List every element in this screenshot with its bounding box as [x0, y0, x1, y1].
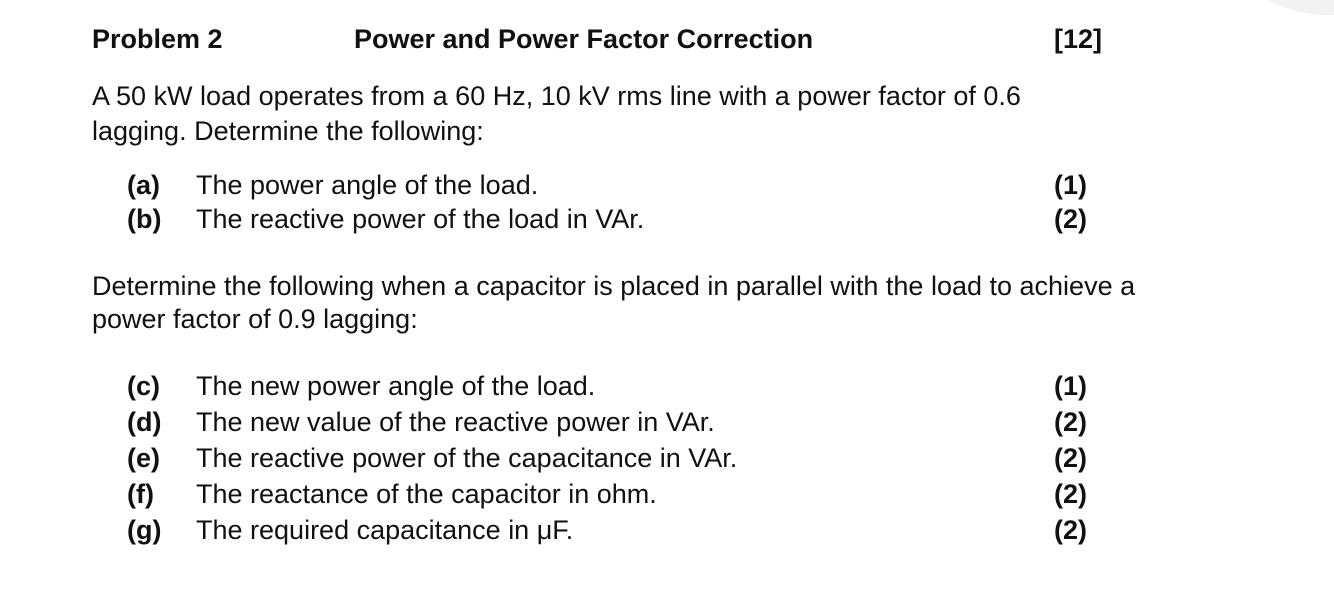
question-label: (a): [127, 170, 160, 200]
question-text: The reactance of the capacitor in ohm.: [196, 479, 657, 509]
problem-statement: A 50 kW load operates from a 60 Hz, 10 kV rms line with a power factor of 0.6 lagging. Determine the following:: [92, 81, 1021, 146]
question-label: (c): [127, 371, 160, 401]
question-marks: (1): [1054, 371, 1087, 401]
capacitor-statement: Determine the following when a capacitor is placed in parallel with the load to achieve a power factor of 0.9 lagging:: [92, 271, 1136, 334]
total-marks: [12]: [1053, 24, 1102, 54]
question-marks: (2): [1054, 443, 1087, 473]
question-item: [127, 407, 1087, 443]
problem-title: Power and Power Factor Correction: [354, 24, 814, 54]
question-item: [127, 170, 1087, 204]
question-item: [127, 515, 1087, 551]
question-text: The power angle of the load.: [196, 170, 539, 200]
problem-number: Problem 2: [92, 24, 223, 54]
question-text: The new power angle of the load.: [196, 371, 596, 401]
question-list-second: [127, 371, 1087, 551]
question-marks: (2): [1054, 204, 1087, 234]
question-item: [127, 443, 1087, 479]
problem-header: [92, 24, 1102, 58]
question-label: (g): [127, 515, 162, 545]
question-marks: (1): [1054, 170, 1087, 200]
question-label: (e): [127, 443, 160, 473]
question-item: [127, 204, 1087, 238]
question-label: (f): [127, 479, 154, 509]
question-text: The reactive power of the load in VAr.: [196, 204, 645, 234]
question-marks: (2): [1054, 515, 1087, 545]
question-marks: (2): [1054, 407, 1087, 437]
question-marks: (2): [1054, 479, 1087, 509]
question-label: (b): [127, 204, 162, 234]
question-list-first: [127, 170, 1087, 238]
question-text: The new value of the reactive power in VAr.: [196, 407, 715, 437]
question-item: [127, 371, 1087, 407]
question-text: The required capacitance in μF.: [196, 515, 574, 545]
corner-decoration: [1200, 0, 1334, 15]
question-text: The reactive power of the capacitance in VAr.: [196, 443, 738, 473]
question-item: [127, 479, 1087, 515]
question-label: (d): [127, 407, 162, 437]
